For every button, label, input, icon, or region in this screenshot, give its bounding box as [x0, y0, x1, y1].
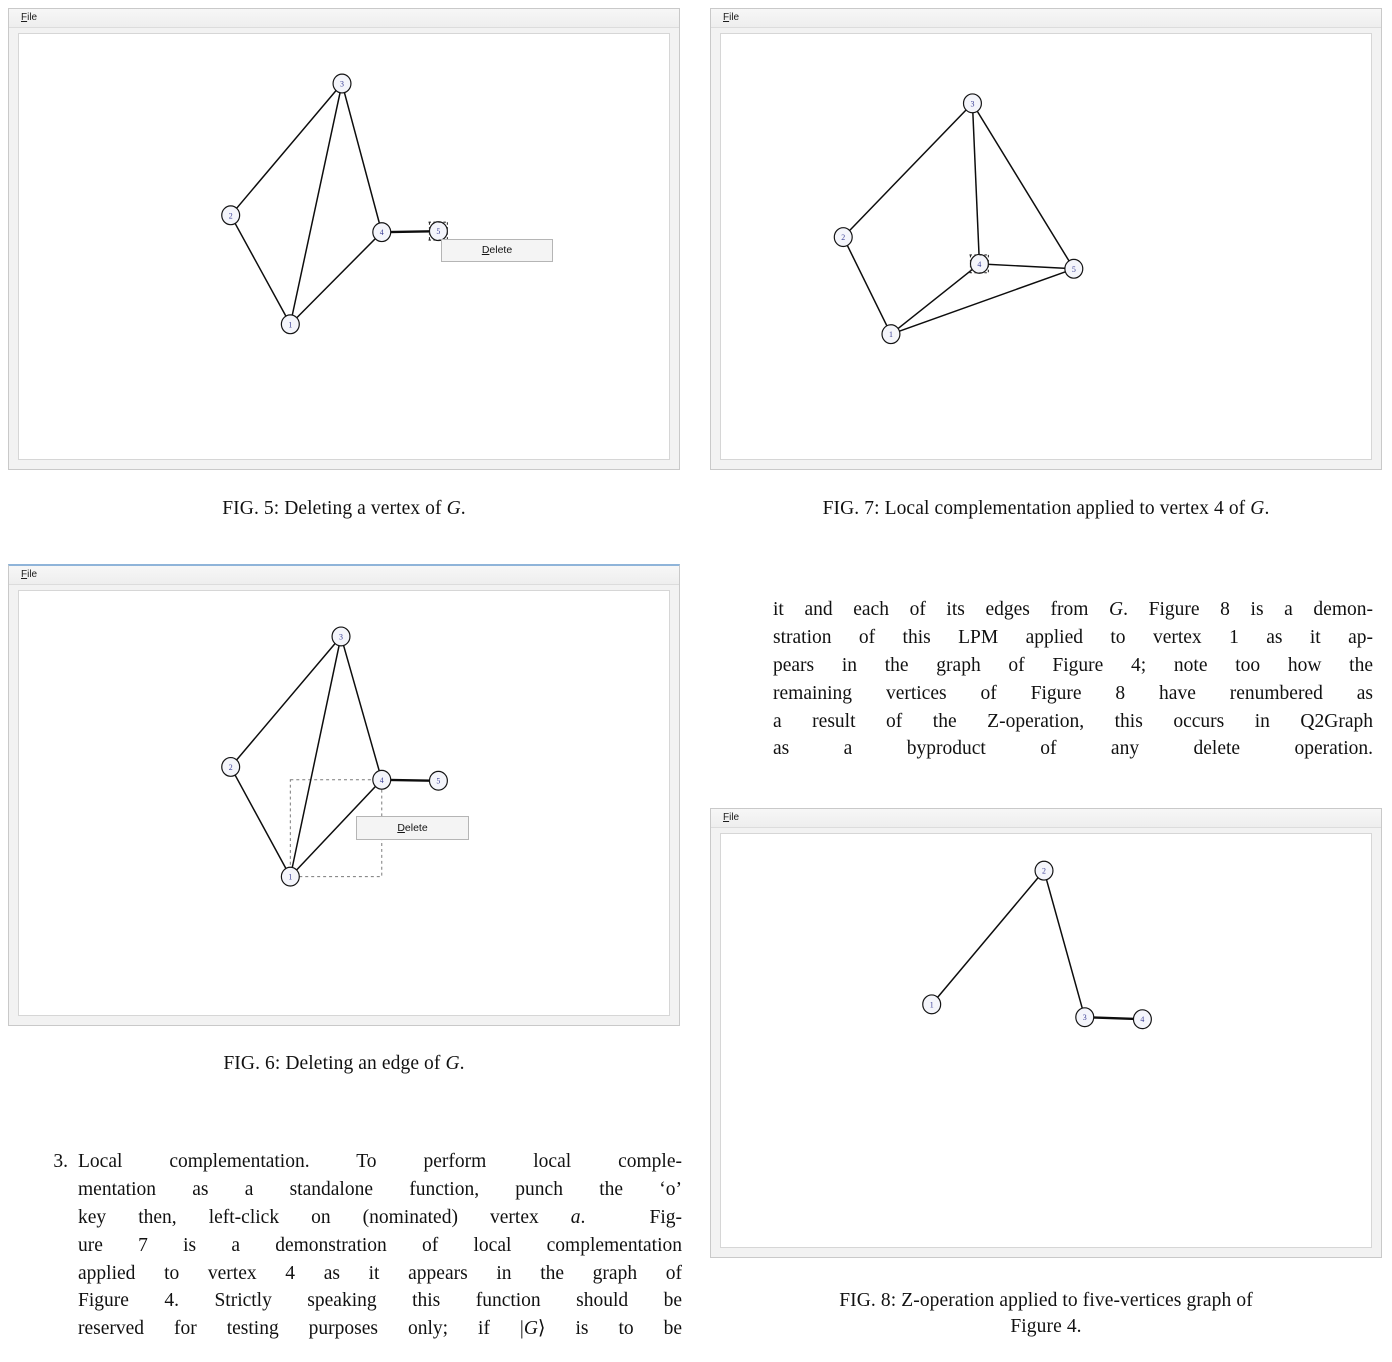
edge-3-1	[290, 84, 342, 325]
context-menu-delete-figure-6[interactable]	[356, 816, 469, 840]
graph-canvas-figure-7[interactable]	[720, 33, 1372, 460]
edge-group-figure-5	[228, 84, 439, 325]
edge-3-4	[341, 636, 382, 779]
edge-2-1	[231, 215, 291, 324]
edge-3-2	[231, 84, 342, 216]
graph-node-5[interactable]	[1065, 259, 1083, 278]
paragraph-line: it and each of its edges from G. Figure 8 is a demon-	[773, 599, 1373, 620]
menubar-figure-7	[711, 9, 1381, 28]
edge-1-5	[891, 269, 1074, 334]
svg-text:1: 1	[888, 330, 893, 340]
svg-text:4: 4	[379, 228, 384, 238]
graph-node-3[interactable]	[1076, 1008, 1094, 1027]
graph-svg-figure-5	[19, 34, 669, 459]
svg-text:5: 5	[436, 776, 441, 786]
list-item-local-complementation	[34, 1148, 682, 1343]
menubar-figure-8	[711, 809, 1381, 828]
edge-3-5	[972, 103, 1073, 268]
list-line: reserved for testing purposes only; if |G⟩ is to be	[78, 1318, 682, 1340]
graph-node-2[interactable]	[834, 228, 852, 247]
edge-1-2	[932, 871, 1044, 1005]
graph-node-2[interactable]	[222, 758, 240, 777]
graph-svg-figure-7	[721, 34, 1371, 459]
paragraph-line: a result of the Z-operation, this occurs in Q2Graph	[773, 710, 1373, 732]
svg-text:2: 2	[1042, 866, 1047, 876]
graph-node-4[interactable]	[373, 223, 391, 242]
graph-node-1[interactable]	[281, 315, 299, 334]
edge-1-4	[891, 264, 979, 334]
context-menu-delete-label: Delete	[481, 244, 513, 257]
caption-figure-8	[700, 1288, 1392, 1339]
menu-file[interactable]	[720, 812, 742, 824]
paragraph-line: stration of this LPM applied to vertex 1 as it ap-	[773, 626, 1373, 648]
menu-file-rest: ile	[27, 569, 38, 580]
caption-figure-6	[8, 1051, 680, 1077]
node-group-figure-7	[834, 94, 1082, 344]
list-line: Figure 4. Strictly speaking this function should be	[78, 1290, 682, 1312]
list-line: key then, left-click on (nominated) vertex a. Fig-	[78, 1206, 683, 1228]
graph-node-4[interactable]	[373, 770, 391, 789]
caption-figure-5	[8, 496, 680, 522]
menu-file-mnemonic: F	[21, 569, 28, 580]
graph-svg-figure-6	[19, 591, 669, 1015]
caption-figure-5-prefix: FIG. 5: Deleting a vertex of	[222, 498, 447, 519]
menu-file-mnemonic: F	[723, 12, 730, 23]
edge-2-3	[1044, 871, 1085, 1018]
caption-figure-7	[700, 496, 1392, 522]
graph-node-5[interactable]	[429, 771, 447, 790]
context-menu-delete-figure-5[interactable]	[441, 239, 553, 262]
edge-1-4	[290, 232, 381, 324]
list-item-marker: 3.	[53, 1151, 68, 1172]
paragraph-line: remaining vertices of Figure 8 have renumbered as	[773, 682, 1373, 704]
list-line: Local complementation. To perform local comple-	[78, 1151, 682, 1172]
graph-node-3[interactable]	[332, 627, 350, 646]
caption-figure-5-italic: G	[446, 498, 461, 519]
graph-node-5[interactable]	[428, 222, 448, 241]
graph-node-4[interactable]	[1133, 1010, 1151, 1029]
list-line: mentation as a standalone function, punch the ‘o’	[78, 1178, 682, 1200]
menu-file-rest: ile	[27, 12, 38, 23]
context-menu-delete-label: Delete	[397, 821, 428, 834]
list-line: applied to vertex 4 as it appears in the graph of	[78, 1262, 682, 1284]
svg-text:5: 5	[436, 227, 441, 237]
list-line: ure 7 is a demonstration of local complementation	[78, 1234, 682, 1256]
svg-text:1: 1	[288, 320, 293, 330]
edge-3-2	[843, 103, 972, 237]
graph-node-3[interactable]	[964, 94, 982, 113]
svg-text:4: 4	[1140, 1015, 1145, 1025]
graph-node-1[interactable]	[281, 867, 299, 886]
window-figure-6[interactable]	[8, 564, 680, 1026]
graph-node-2[interactable]	[1035, 861, 1053, 880]
caption-figure-7-suffix: .	[1264, 498, 1270, 519]
graph-node-3[interactable]	[333, 74, 351, 93]
caption-figure-7-prefix: FIG. 7: Local complementation applied to vertex 4 of	[822, 498, 1251, 519]
caption-figure-6-italic: G	[445, 1053, 460, 1074]
caption-figure-6-suffix: .	[459, 1053, 465, 1074]
edge-3-2	[231, 636, 341, 766]
graph-canvas-figure-6[interactable]	[18, 590, 670, 1016]
graph-node-2[interactable]	[222, 206, 240, 225]
svg-text:2: 2	[228, 211, 233, 221]
window-figure-5[interactable]	[8, 8, 680, 470]
caption-figure-8-line-2: Figure 4.	[1010, 1315, 1082, 1337]
node-group-figure-8	[923, 861, 1152, 1028]
caption-figure-6-prefix: FIG. 6: Deleting an edge of	[223, 1053, 446, 1074]
graph-node-1[interactable]	[923, 995, 941, 1014]
menubar-figure-6	[9, 566, 679, 585]
menu-file-rest: ile	[729, 812, 740, 823]
menu-file-mnemonic: F	[723, 812, 730, 823]
paragraph-right-column	[773, 596, 1373, 763]
edge-3-4	[342, 84, 382, 233]
svg-text:1: 1	[929, 1000, 934, 1010]
edge-3-4	[972, 103, 979, 263]
menu-file-rest: ile	[729, 12, 740, 23]
edge-group-figure-7	[843, 103, 1074, 334]
graph-canvas-figure-8[interactable]	[720, 833, 1372, 1248]
menu-file[interactable]	[720, 12, 742, 24]
svg-text:4: 4	[977, 259, 982, 269]
edge-4-5	[979, 264, 1073, 269]
graph-svg-figure-8	[721, 834, 1371, 1247]
svg-text:1: 1	[288, 872, 293, 882]
edge-2-1	[231, 767, 291, 877]
window-figure-8[interactable]	[710, 808, 1382, 1258]
paragraph-line: pears in the graph of Figure 4; note too how the	[773, 654, 1373, 676]
edge-group-figure-8	[929, 871, 1143, 1023]
caption-figure-5-suffix: .	[460, 498, 466, 519]
graph-node-1[interactable]	[882, 325, 900, 344]
graph-canvas-figure-5[interactable]	[18, 33, 670, 460]
svg-text:4: 4	[379, 775, 384, 785]
svg-text:2: 2	[228, 762, 233, 772]
svg-text:5: 5	[1071, 264, 1076, 274]
menu-file-mnemonic: F	[21, 12, 28, 23]
edge-group-figure-6	[228, 636, 439, 876]
paragraph-line: as a byproduct of any delete operation.	[773, 738, 1373, 760]
svg-text:3: 3	[339, 632, 344, 642]
window-figure-7[interactable]	[710, 8, 1382, 470]
svg-text:3: 3	[970, 99, 975, 109]
menu-file[interactable]	[18, 569, 40, 581]
graph-node-4[interactable]	[969, 254, 989, 273]
caption-figure-8-line-1: FIG. 8: Z-operation applied to five-vertices graph of	[839, 1290, 1253, 1311]
list-item-body	[78, 1148, 682, 1343]
menu-file[interactable]	[18, 12, 40, 24]
edge-3-1	[290, 636, 341, 876]
svg-text:2: 2	[841, 233, 846, 243]
svg-text:3: 3	[1082, 1013, 1087, 1023]
edge-2-1	[843, 237, 891, 334]
svg-text:3: 3	[340, 79, 344, 89]
menubar-figure-5	[9, 9, 679, 28]
caption-figure-7-italic: G	[1250, 498, 1265, 519]
